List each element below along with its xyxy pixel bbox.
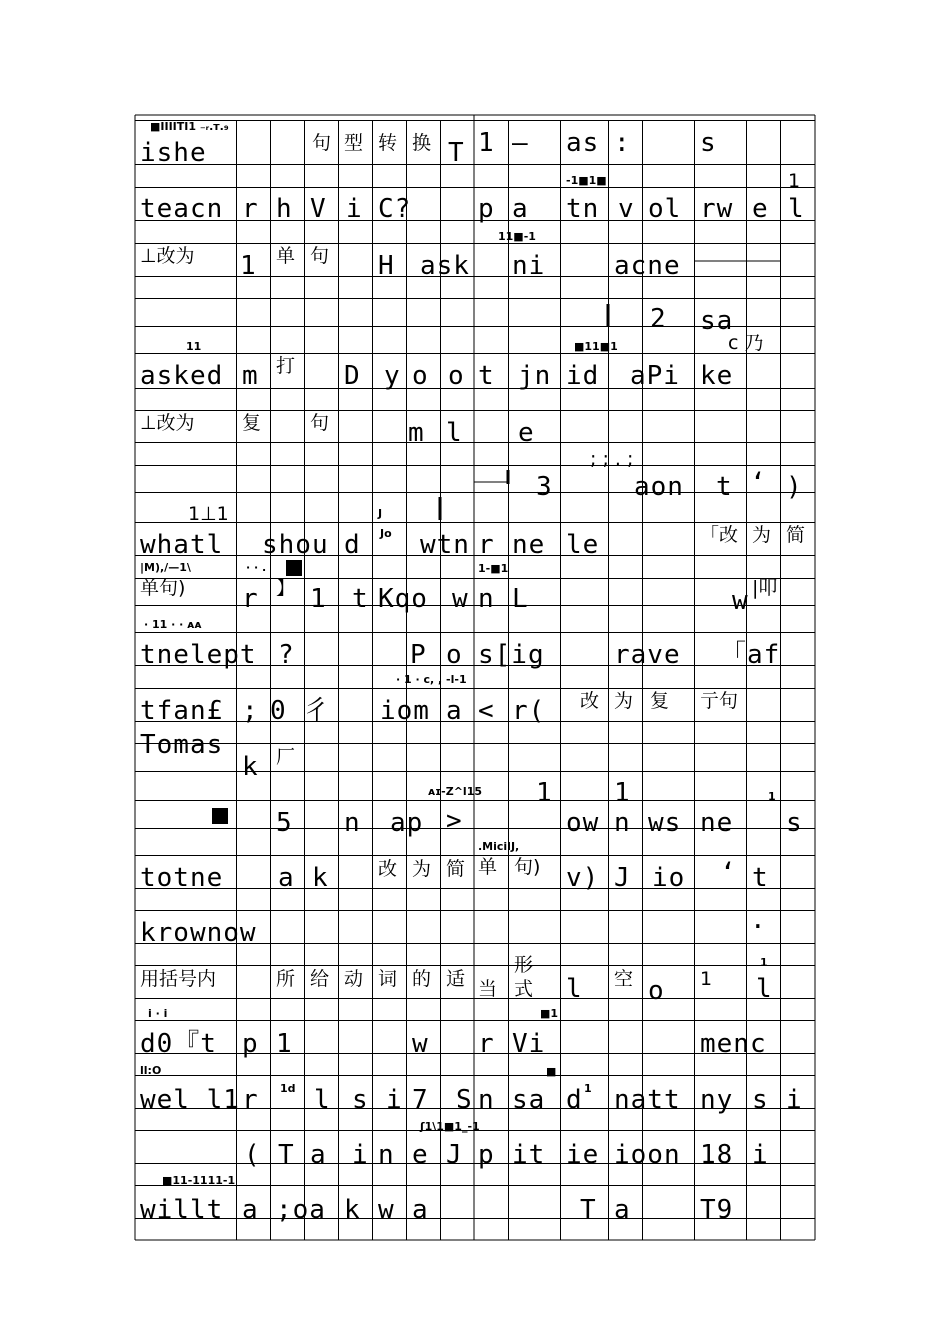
cell-text-l60: Tomas	[140, 730, 224, 760]
cell-text-r81: ■1	[540, 1007, 559, 1020]
cell-text-r78: o	[648, 976, 665, 1006]
cell-text-l56: ;	[242, 696, 259, 726]
cell-text-r31: aon	[634, 472, 684, 502]
cell-text-l99: a	[310, 1140, 327, 1170]
cell-text-r44: w	[732, 586, 749, 616]
cell-text-r92: s	[752, 1085, 769, 1115]
cell-text-r23: t	[478, 361, 495, 391]
cell-text-r07: 1	[788, 170, 801, 192]
cell-text-l101: n	[378, 1140, 395, 1170]
cell-text-r29: ; ; . ;	[590, 448, 634, 470]
cell-text-r06: -1■1■	[566, 174, 607, 187]
cell-text-r43: L	[512, 584, 529, 614]
cell-text-l13: C?	[378, 194, 412, 224]
cell-text-l02: ishe	[140, 138, 207, 168]
cell-text-r28: e	[518, 418, 535, 448]
cell-text-l92: s	[352, 1085, 369, 1115]
cell-text-r08: p	[478, 194, 495, 224]
cell-text-l87: ll:O	[140, 1064, 162, 1077]
cell-text-l19: ask	[420, 251, 470, 281]
cell-text-l70: k	[312, 863, 329, 893]
cell-text-r76: l	[566, 974, 583, 1004]
cell-text-r62: s	[786, 808, 803, 838]
cell-text-r59: n	[614, 808, 631, 838]
cell-text-r48: 「af	[720, 640, 781, 670]
cell-text-r37: le	[566, 530, 600, 560]
cell-text-l95: S	[456, 1085, 473, 1115]
cell-text-l23: 打	[276, 355, 296, 377]
cell-text-r91: ny	[700, 1085, 734, 1115]
cell-text-l85: 1	[276, 1029, 293, 1059]
cell-text-l104: ■11-1111-1	[162, 1174, 236, 1187]
cell-text-l102: e	[412, 1140, 429, 1170]
cell-text-l103: J	[446, 1140, 463, 1170]
cell-text-l68: totne	[140, 863, 224, 893]
cell-text-l51: ?	[278, 640, 295, 670]
cell-text-l34: J	[378, 507, 383, 520]
cell-text-l38: Jo	[380, 527, 392, 540]
cell-text-l58: iom	[380, 696, 430, 726]
filled-square-mark	[286, 560, 302, 576]
cell-text-r22: c 乃	[728, 332, 764, 354]
cell-text-l36: shou	[262, 530, 329, 560]
cell-text-r79: 1	[700, 968, 713, 990]
cell-text-r72: 形	[514, 954, 534, 976]
cell-text-l06: 换	[412, 132, 432, 154]
cell-text-l98: T	[278, 1140, 295, 1170]
cell-text-r101: a	[614, 1195, 631, 1225]
cell-text-r01: 1	[478, 128, 495, 158]
cell-text-r70: t	[752, 863, 769, 893]
cell-text-r13: rw	[700, 194, 734, 224]
cell-text-r61: ne	[700, 808, 734, 838]
cell-text-r73: 当	[478, 978, 498, 1000]
cell-text-l39: wtn	[420, 530, 470, 560]
cell-text-r36: ne	[512, 530, 546, 560]
cell-text-r25: id	[566, 361, 600, 391]
cell-text-l18: H	[378, 251, 395, 281]
cell-text-r53: 复	[650, 690, 670, 712]
cell-text-l12: i	[346, 194, 363, 224]
cell-text-r15: l	[788, 194, 805, 224]
cell-text-l45: 1	[310, 584, 327, 614]
cell-text-l74: krownow	[140, 918, 257, 948]
cell-text-l53: o	[446, 640, 463, 670]
cell-text-l27: o	[448, 361, 465, 391]
cell-text-l01: ■IIIITI1 ₋ᵣ.ᴛ.₉	[150, 120, 229, 133]
cell-text-l69: a	[278, 863, 295, 893]
cell-text-l08: teacn	[140, 194, 224, 224]
cell-text-l09: r	[242, 194, 259, 224]
cell-text-r102: T9	[700, 1195, 734, 1225]
cell-text-l54: · 1 · c, , -l-1	[396, 673, 467, 686]
cell-text-l07: T	[448, 138, 465, 168]
cell-text-l24: D	[344, 361, 361, 391]
cell-text-r52: 为	[614, 690, 634, 712]
cell-text-l59: a	[446, 696, 463, 726]
cell-text-l15: 1	[240, 251, 257, 281]
cell-text-l86: w	[412, 1029, 429, 1059]
cell-text-r60: ws	[648, 808, 682, 838]
cell-text-l57: 0 彳	[270, 696, 331, 726]
cell-text-l31: m	[408, 418, 425, 448]
cell-text-r17: ni	[512, 251, 546, 281]
cell-text-r20: sa	[700, 306, 734, 336]
cell-text-r84: menc	[700, 1029, 767, 1059]
cell-text-r16: 11■-1	[498, 230, 536, 243]
cell-text-r83: Vi	[512, 1029, 546, 1059]
cell-text-l78: 动	[344, 968, 364, 990]
cell-text-r87: sa	[512, 1085, 546, 1115]
filled-square-mark	[212, 808, 228, 824]
cell-text-l52: P	[410, 640, 427, 670]
cell-text-l20: 11	[186, 340, 202, 353]
cell-text-r55: 1	[536, 778, 553, 808]
cell-text-l62: 厂	[276, 746, 296, 768]
cell-text-r74: 式	[514, 978, 534, 1000]
cell-text-l05: 转	[378, 132, 398, 154]
cell-text-l22: m	[242, 361, 259, 391]
cell-text-r32: t	[716, 472, 733, 502]
cell-text-l72: 为	[412, 858, 432, 880]
cell-text-l43: r	[242, 584, 259, 614]
cell-text-r85: ■	[546, 1065, 557, 1078]
cell-text-r51: 改	[580, 690, 600, 712]
cell-text-l11: V	[310, 194, 327, 224]
cell-text-r14: e	[752, 194, 769, 224]
cell-text-l100: i	[352, 1140, 369, 1170]
cell-text-l91: l	[314, 1085, 331, 1115]
cell-text-r47: rave	[614, 640, 681, 670]
cell-text-l10: h	[276, 194, 293, 224]
cell-text-l30: 句	[310, 412, 330, 434]
cell-text-r41: 1-■1	[478, 562, 509, 575]
cell-text-l61: k	[242, 752, 259, 782]
cell-text-l32: l	[446, 418, 463, 448]
cell-text-l16: 单	[276, 245, 296, 267]
cell-text-r05: s	[700, 128, 717, 158]
cell-text-l77: 给	[310, 968, 330, 990]
cell-text-r75: 1	[760, 956, 768, 969]
cell-text-r34: )	[786, 472, 803, 502]
cell-text-l107: ;oa	[276, 1195, 326, 1225]
cell-text-r10: tn	[566, 194, 600, 224]
cell-text-l37: d	[344, 530, 361, 560]
cell-text-r19: 2	[650, 304, 667, 334]
cell-text-l97: (	[244, 1140, 261, 1170]
cell-text-r66: v)	[566, 863, 600, 893]
cell-text-r18: acne	[614, 251, 681, 281]
cell-text-l88: wel l1	[140, 1085, 240, 1115]
cell-text-r94: p	[478, 1140, 495, 1170]
cell-text-r46: s[ig	[478, 640, 545, 670]
cell-text-l71: 改	[378, 858, 398, 880]
cell-text-r33: ‘	[750, 468, 767, 498]
cell-text-l03: 句	[312, 132, 332, 154]
cell-text-r45: |叩	[752, 577, 778, 599]
cell-text-r95: it	[512, 1140, 546, 1170]
cell-text-r38: 「改	[700, 524, 739, 546]
cell-text-r57: 1	[768, 790, 776, 803]
cell-text-r71: ·	[750, 912, 767, 942]
cell-text-l110: a	[412, 1195, 429, 1225]
cell-text-r12: ol	[648, 194, 682, 224]
cell-text-r64: 单	[478, 856, 498, 878]
cell-text-r04: :	[614, 128, 631, 158]
cell-text-r80: l	[756, 974, 773, 1004]
cell-text-l82: i · i	[148, 1007, 168, 1020]
cell-text-r99: i	[752, 1140, 769, 1170]
cell-text-l93: i	[386, 1085, 403, 1115]
cell-text-r65: 句)	[514, 856, 541, 878]
cell-text-r03: as	[566, 128, 600, 158]
cell-text-l35: whatl	[140, 530, 224, 560]
cell-text-l29: 复	[242, 412, 262, 434]
cell-text-r11: v	[618, 194, 635, 224]
cell-text-r26: aPi	[630, 361, 680, 391]
cell-text-l64: 5	[276, 808, 293, 838]
cell-text-r63: .MicilJ,	[478, 840, 520, 853]
cell-text-l75: 用括号内	[140, 968, 217, 990]
cell-text-l94: 7	[412, 1085, 429, 1115]
cell-text-r58: ow	[566, 808, 600, 838]
cell-text-r56: 1	[614, 778, 631, 808]
cell-text-l55: tfan£	[140, 696, 224, 726]
cell-text-l33: 1⊥1	[188, 503, 229, 525]
cell-text-l106: a	[242, 1195, 259, 1225]
cell-text-r82: r	[478, 1029, 495, 1059]
cell-text-l79: 词	[378, 968, 398, 990]
cell-text-l66: ap	[390, 808, 424, 838]
cell-text-l81: 适	[446, 968, 466, 990]
cell-text-r42: n	[478, 584, 495, 614]
cell-text-r09: a	[512, 194, 529, 224]
cell-text-r96: ie	[566, 1140, 600, 1170]
cell-text-l76: 所	[276, 968, 296, 990]
cell-text-l47: Kqo	[378, 584, 428, 614]
cell-text-l73: 简	[446, 858, 466, 880]
cell-text-l04: 型	[344, 132, 364, 154]
cell-text-r90: natt	[614, 1085, 681, 1115]
cell-text-r100: T	[580, 1195, 597, 1225]
cell-text-l105: willt	[140, 1195, 224, 1225]
cell-text-l46: t	[352, 584, 369, 614]
cell-text-l21: asked	[140, 361, 224, 391]
cell-text-l83: d0『t	[140, 1029, 217, 1059]
cell-text-r97: ioon	[614, 1140, 681, 1170]
cell-text-l26: o	[412, 361, 429, 391]
cell-text-r24: jn	[518, 361, 552, 391]
cell-text-l96: ʃ1\1■1_-1	[420, 1120, 480, 1133]
cell-text-r21: ■11■1	[574, 340, 618, 353]
cell-text-l109: w	[378, 1195, 395, 1225]
cell-text-r27: ke	[700, 361, 734, 391]
cell-text-l14: ⊥改为	[140, 245, 195, 267]
cell-text-l25: y	[384, 361, 401, 391]
cell-text-l49: · 11 · · ᴀᴀ	[144, 618, 202, 631]
cell-text-r35: r	[478, 530, 495, 560]
cell-text-r67: J	[614, 863, 631, 893]
cell-text-l63: ᴀɪ-Z^l15	[428, 785, 483, 798]
cell-text-l50: tnelept	[140, 640, 257, 670]
cell-text-l65: n	[344, 808, 361, 838]
cell-text-r88: d	[566, 1085, 583, 1115]
cell-text-r86: n	[478, 1085, 495, 1115]
cell-text-r98: 18	[700, 1140, 734, 1170]
cell-text-l41: 单句)	[140, 577, 186, 599]
cell-text-l80: 的	[412, 968, 432, 990]
cell-text-r93: i	[786, 1085, 803, 1115]
cell-text-l40: |M),/—1\	[140, 561, 191, 574]
cell-text-l67: >	[446, 806, 463, 836]
cell-text-r77: 空	[614, 968, 634, 990]
cell-text-l48: w	[452, 584, 469, 614]
cell-text-l17: 句	[310, 245, 330, 267]
cell-text-r49: <	[478, 696, 495, 726]
cell-text-l89: r	[242, 1085, 259, 1115]
cell-text-r39: 为	[752, 524, 772, 546]
cell-text-r69: ‘	[720, 858, 737, 888]
cell-text-r68: io	[652, 863, 686, 893]
cell-text-l84: p	[242, 1029, 259, 1059]
cell-text-l44: 】	[276, 577, 296, 599]
cell-text-l42: · · .	[246, 561, 267, 574]
cell-text-l28: ⊥改为	[140, 412, 195, 434]
cell-text-l108: k	[344, 1195, 361, 1225]
cell-text-r02: —	[512, 128, 529, 158]
cell-text-r30: 3	[536, 472, 553, 502]
cell-text-r50: r(	[512, 696, 546, 726]
cell-text-r89: 1	[584, 1082, 592, 1095]
cell-text-l90: 1d	[280, 1082, 296, 1095]
cell-text-r40: 简	[786, 524, 806, 546]
cell-text-r54: 亍句	[700, 690, 739, 712]
